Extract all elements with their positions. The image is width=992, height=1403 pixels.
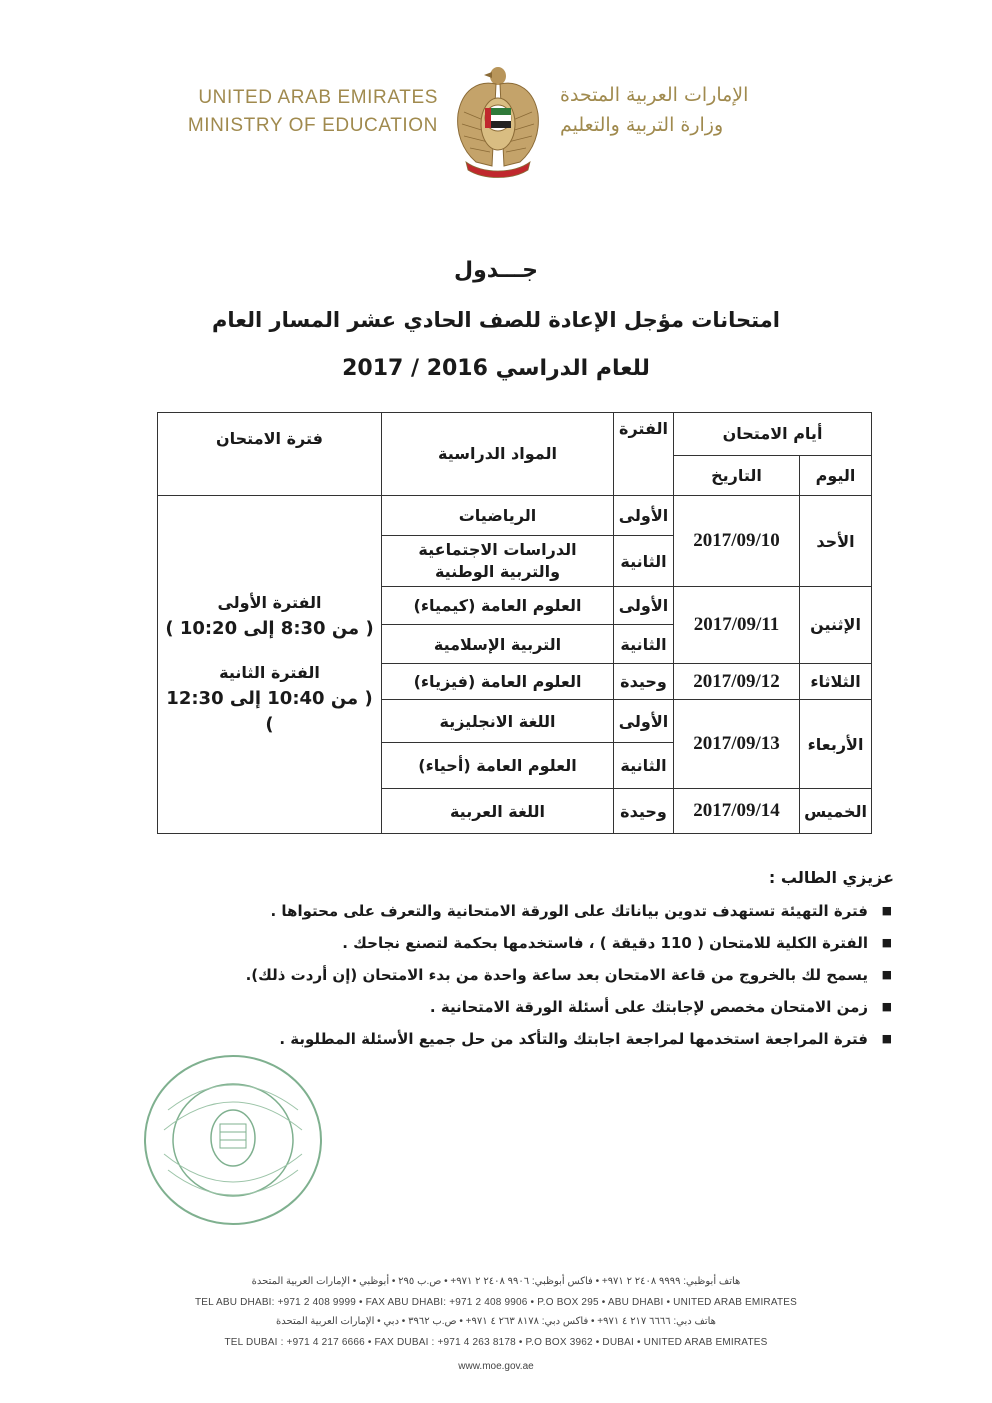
- header-en-line2: MINISTRY OF EDUCATION: [187, 115, 438, 136]
- list-item: ■ زمن الامتحان مخصص لإجابتك على أسئلة الورقة الامتحانية .: [200, 991, 868, 1023]
- title-year: للعام الدراسي 2016 / 2017: [342, 356, 650, 381]
- subject-cell: العلوم العامة (أحياء): [382, 742, 614, 789]
- ministry-stamp: [138, 1050, 328, 1230]
- footer-ar-line1: هاتف أبوظبي: ٩٩٩٩ ٢٤٠٨ ٢ ٩٧١+ • فاكس أبوظبي: ٩٩٠٦ ٢٤٠٨ ٢ ٩٧١+ • ص.ب ٢٩٥ • أبوظبي • الإمارات العربية المتحدة: [251, 1276, 741, 1287]
- date-cell: 2017/09/13: [674, 700, 800, 789]
- subject-cell: اللغة العربية: [382, 789, 614, 834]
- date-cell: 2017/09/11: [674, 587, 800, 664]
- session-cell: وحيدة: [614, 663, 674, 699]
- list-item: ■ فترة المراجعة استخدمها لمراجعة اجابتك والتأكد من حل جميع الأسئلة المطلوبة .: [200, 1023, 868, 1055]
- period-second-label: الفترة الثانية: [219, 663, 320, 683]
- title-schedule: جـــدول: [454, 258, 538, 283]
- footer-en-line1: TEL ABU DHABI: +971 2 408 9999 • FAX ABU DHABI: +971 2 408 9906 • P.O BOX 295 • ABU DHABI • UNITED ARAB EMIRATES: [194, 1297, 798, 1308]
- header-exam-days: أيام الامتحان: [674, 413, 872, 456]
- list-item: ■ فترة التهيئة تستهدف تدوين بياناتك على الورقة الامتحانية والتعرف على محتواها .: [200, 895, 868, 927]
- header-subjects: المواد الدراسية: [382, 413, 614, 496]
- student-notes: [200, 868, 894, 1055]
- title-exams: امتحانات مؤجل الإعادة للصف الحادي عشر المسار العام: [212, 308, 780, 332]
- exam-periods-cell: [158, 495, 382, 833]
- session-cell: الأولى: [614, 495, 674, 535]
- session-cell: الثانية: [614, 625, 674, 663]
- footer-website[interactable]: www.moe.gov.ae: [458, 1361, 534, 1372]
- date-cell: 2017/09/10: [674, 495, 800, 586]
- bullet-icon: ■: [881, 1000, 892, 1013]
- subject-cell: الدراسات الاجتماعية والتربية الوطنية: [382, 536, 614, 587]
- session-cell: الأولى: [614, 587, 674, 625]
- bullet-icon: ■: [881, 904, 892, 917]
- header-ar-line1: الإمارات العربية المتحدة: [560, 84, 749, 106]
- session-cell: الثانية: [614, 536, 674, 587]
- day-cell: الثلاثاء: [800, 663, 872, 699]
- header-exam-period: فترة الامتحان: [158, 413, 382, 496]
- day-cell: الأحد: [800, 495, 872, 586]
- date-cell: 2017/09/14: [674, 789, 800, 834]
- subject-cell: التربية الإسلامية: [382, 625, 614, 663]
- header-day: اليوم: [800, 455, 872, 495]
- header-en-line1: UNITED ARAB EMIRATES: [198, 87, 438, 108]
- header-english: [180, 84, 438, 140]
- exam-schedule-table: [157, 412, 871, 834]
- footer-en-line2: TEL DUBAI : +971 4 217 6666 • FAX DUBAI : +971 4 263 8178 • P.O BOX 3962 • DUBAI • UNITED ARAB EMIRATES: [224, 1337, 768, 1348]
- bullet-icon: ■: [881, 968, 892, 981]
- period-first-label: الفترة الأولى: [217, 593, 322, 613]
- header-arabic: [560, 80, 820, 140]
- table-row: [158, 495, 872, 535]
- date-cell: 2017/09/12: [674, 663, 800, 699]
- uae-emblem-icon: [452, 62, 544, 180]
- day-cell: الخميس: [800, 789, 872, 834]
- subject-cell: العلوم العامة (فيزياء): [382, 663, 614, 699]
- header-session: الفترة: [614, 413, 674, 496]
- session-cell: الثانية: [614, 742, 674, 789]
- list-item: ■ يسمح لك بالخروج من قاعة الامتحان بعد ساعة واحدة من بدء الامتحان (إن أردت ذلك).: [200, 959, 868, 991]
- list-item: ■ الفترة الكلية للامتحان ( 110 دقيقة ) ، فاستخدمها بحكمة لتصنع نجاحك .: [200, 927, 868, 959]
- header-date: التاريخ: [674, 455, 800, 495]
- subject-cell: الرياضيات: [382, 495, 614, 535]
- period-second-time: ( من 10:40 إلى 12:30 ): [166, 688, 373, 736]
- bullet-icon: ■: [881, 936, 892, 949]
- footer-ar-line2: هاتف دبي: ٦٦٦٦ ٢١٧ ٤ ٩٧١+ • فاكس دبي: ٨١٧٨ ٢٦٣ ٤ ٩٧١+ • ص.ب ٣٩٦٢ • دبي • الإمارات العربية المتحدة: [276, 1316, 716, 1327]
- day-cell: الإثنين: [800, 587, 872, 664]
- subject-cell: اللغة الانجليزية: [382, 700, 614, 743]
- header-ar-line2: وزارة التربية والتعليم: [560, 114, 724, 136]
- day-cell: الأربعاء: [800, 700, 872, 789]
- period-first-time: ( من 8:30 إلى 10:20 ): [165, 618, 374, 640]
- subject-cell: العلوم العامة (كيمياء): [382, 587, 614, 625]
- notes-title: عزيزي الطالب :: [768, 868, 894, 887]
- session-cell: وحيدة: [614, 789, 674, 834]
- session-cell: الأولى: [614, 700, 674, 743]
- notes-list: [200, 895, 894, 1055]
- bullet-icon: ■: [881, 1032, 892, 1045]
